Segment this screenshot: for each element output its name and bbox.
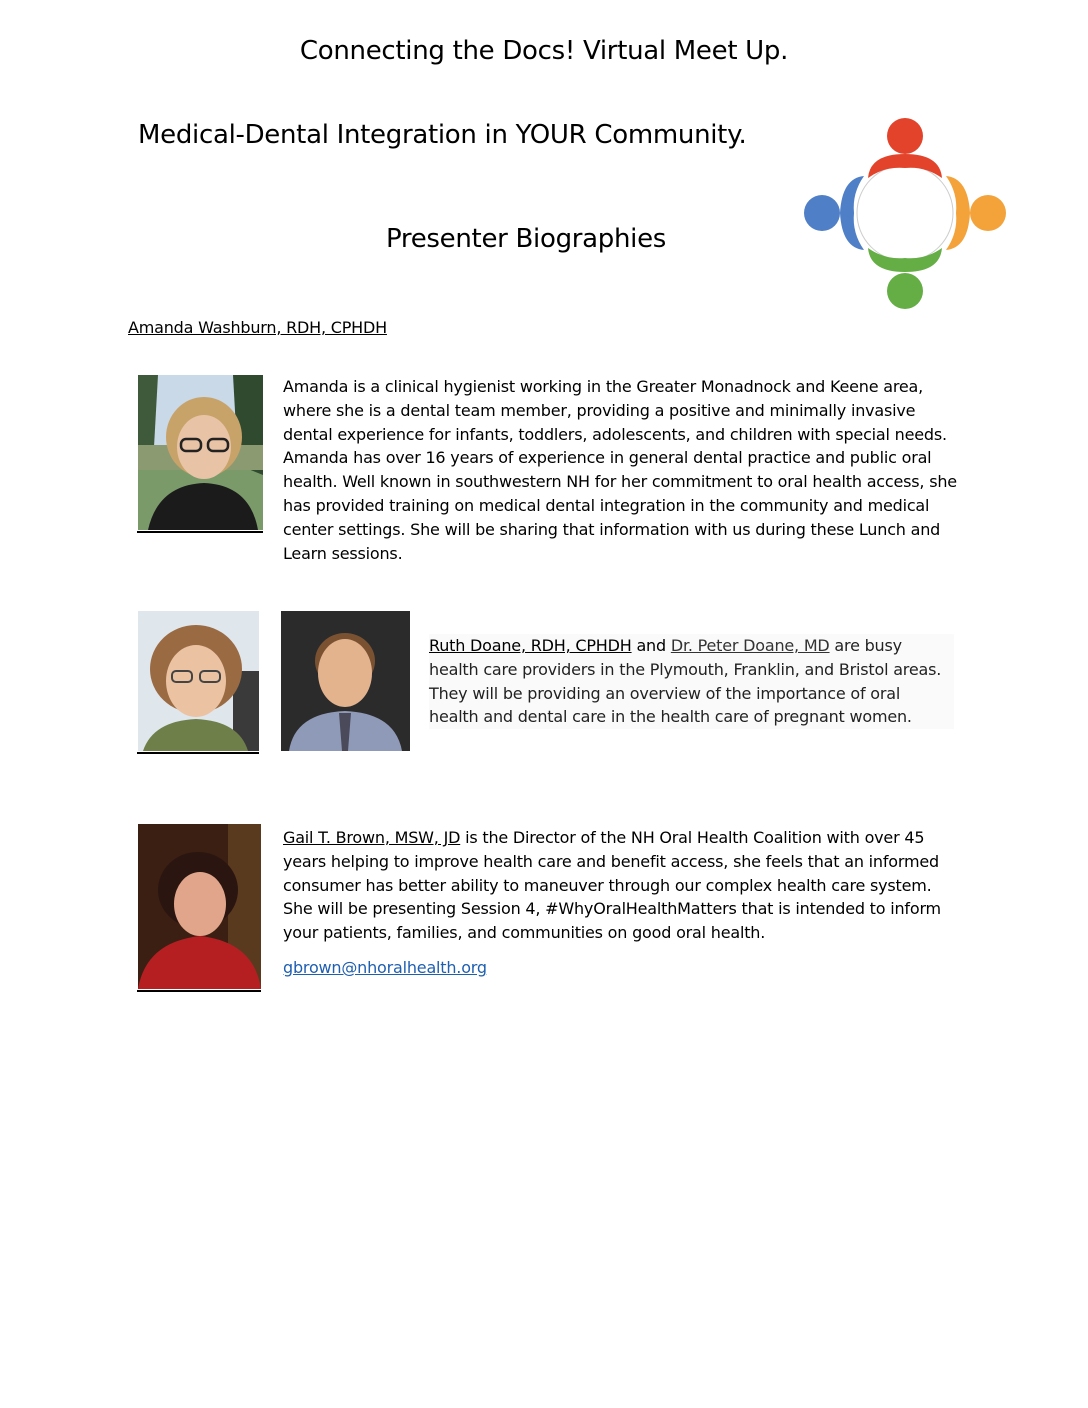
gail-email-link[interactable]: gbrown@nhoralhealth.org (283, 958, 487, 977)
presenter-name-amanda: Amanda Washburn, RDH, CPHDH (128, 318, 387, 337)
presenter-name-peter: Dr. Peter Doane, MD (670, 636, 830, 655)
doanes-bio (429, 634, 954, 729)
ruth-photo (138, 611, 259, 751)
community-circle-logo-icon (800, 116, 1010, 310)
gail-photo (138, 824, 261, 989)
peter-photo (281, 611, 410, 751)
amanda-photo (138, 375, 263, 530)
doanes-bio-text: are busy health care providers in the Plymouth, Franklin, and Bristol areas. They will be providing an overview of the importance of oral health and dental care in the health care of pregnant women. (429, 636, 942, 727)
amanda-photo-underline (137, 531, 263, 533)
section-heading: Presenter Biographies (386, 224, 667, 254)
presenter-name-ruth: Ruth Doane, RDH, CPHDH (429, 636, 632, 655)
document-title: Connecting the Docs! Virtual Meet Up. (299, 36, 789, 66)
amanda-bio: Amanda is a clinical hygienist working in the Greater Monadnock and Keene area, where she is a dental team member, providing a positive and minimally invasive dental experience for infants, toddlers, adolescents, and children with special needs. Amanda has over 16 years of experience in general dental practice and public oral health. Well known in southwestern NH for her commitment to oral health access, she has provided training on medical dental integration in the community and medical center settings. She will be sharing that information with us during these Lunch and Learn sessions. (283, 377, 957, 563)
ruth-photo-underline (137, 752, 259, 754)
gail-bio-text: is the Director of the NH Oral Health Coalition with over 45 years helping to improve health care and benefit access, she feels that an informed consumer has better ability to maneuver through our complex health care system. She will be presenting Session 4, #WhyOralHealthMatters that is intended to inform your patients, families, and communities on good oral health. (283, 828, 941, 943)
conjunction-and: and (631, 636, 671, 655)
presenter-name-gail: Gail T. Brown, MSW, JD (283, 828, 461, 847)
gail-photo-underline (137, 990, 261, 992)
document-subtitle: Medical-Dental Integration in YOUR Community. (138, 120, 747, 150)
gail-bio (283, 826, 963, 945)
